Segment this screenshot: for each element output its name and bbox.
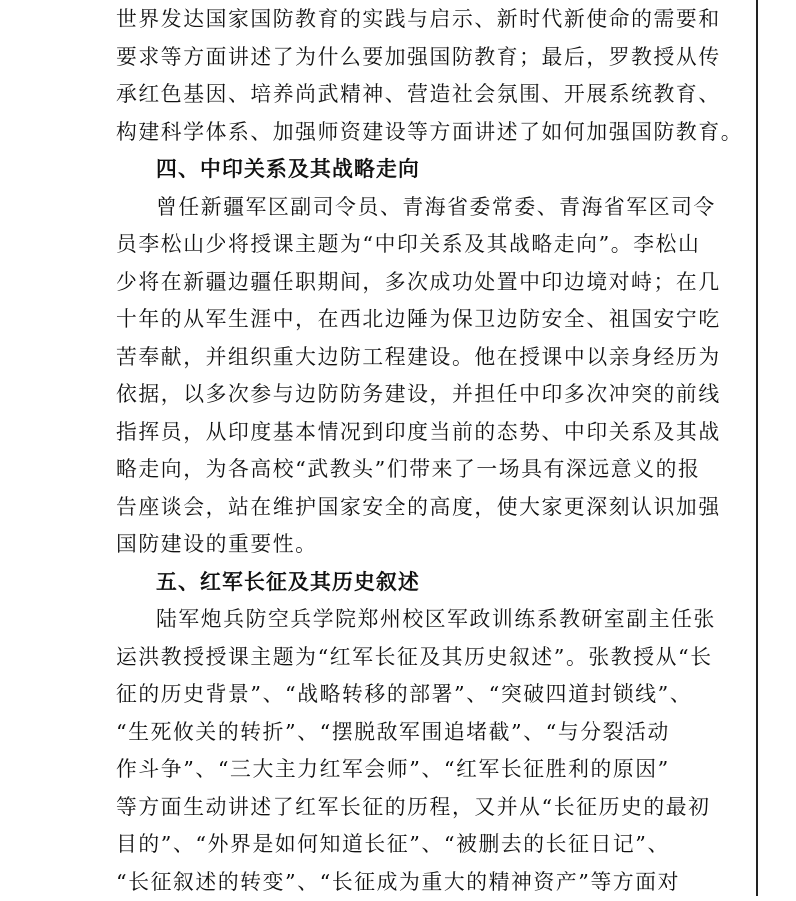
text-line: 目的”、“外界是如何知道长征”、“被删去的长征日记”、 bbox=[116, 826, 702, 864]
text-line: 要求等方面讲述了为什么要加强国防教育；最后，罗教授从传 bbox=[116, 39, 702, 77]
text-line: 告座谈会，站在维护国家安全的高度，使大家更深刻认识加强 bbox=[116, 489, 702, 527]
text-line: 承红色基因、培养尚武精神、营造社会氛围、开展系统教育、 bbox=[116, 76, 702, 114]
text-line: 略走向，为各高校“武教头”们带来了一场具有深远意义的报 bbox=[116, 451, 702, 489]
text-line: 苦奉献，并组织重大边防工程建设。他在授课中以亲身经历为 bbox=[116, 339, 702, 377]
text-line: 征的历史背景”、“战略转移的部署”、“突破四道封锁线”、 bbox=[116, 676, 702, 714]
page-edge-line bbox=[756, 0, 758, 896]
text-line: 依据，以多次参与边防防务建设，并担任中印多次冲突的前线 bbox=[116, 376, 702, 414]
text-line: 陆军炮兵防空兵学院郑州校区军政训练系教研室副主任张 bbox=[116, 601, 702, 639]
text-line: 世界发达国家国防教育的实践与启示、新时代新使命的需要和 bbox=[116, 1, 702, 39]
text-line: 少将在新疆边疆任职期间，多次成功处置中印边境对峙；在几 bbox=[116, 264, 702, 302]
paragraph-section-4 bbox=[116, 189, 702, 564]
text-line: 运洪教授授课主题为“红军长征及其历史叙述”。张教授从“长 bbox=[116, 639, 702, 677]
text-line: “长征叙述的转变”、“长征成为重大的精神资产”等方面对 bbox=[116, 864, 702, 901]
section-heading-4: 四、中印关系及其战略走向 bbox=[116, 151, 702, 189]
text-line: “生死攸关的转折”、“摆脱敌军围追堵截”、“与分裂活动 bbox=[116, 714, 702, 752]
text-line: 十年的从军生涯中，在西北边陲为保卫边防安全、祖国安宁吃 bbox=[116, 301, 702, 339]
document-body bbox=[116, 0, 702, 901]
section-heading-5: 五、红军长征及其历史叙述 bbox=[116, 564, 702, 602]
text-line: 等方面生动讲述了红军长征的历程，又并从“长征历史的最初 bbox=[116, 789, 702, 827]
paragraph-continued bbox=[116, 0, 702, 151]
text-line: 构建科学体系、加强师资建设等方面讲述了如何加强国防教育。 bbox=[116, 114, 702, 152]
text-line: 曾任新疆军区副司令员、青海省委常委、青海省军区司令 bbox=[116, 189, 702, 227]
text-line: 作斗争”、“三大主力红军会师”、“红军长征胜利的原因” bbox=[116, 751, 702, 789]
text-line: 指挥员，从印度基本情况到印度当前的态势、中印关系及其战 bbox=[116, 414, 702, 452]
text-line: 员李松山少将授课主题为“中印关系及其战略走向”。李松山 bbox=[116, 226, 702, 264]
text-line: 国防建设的重要性。 bbox=[116, 526, 702, 564]
paragraph-section-5 bbox=[116, 601, 702, 901]
